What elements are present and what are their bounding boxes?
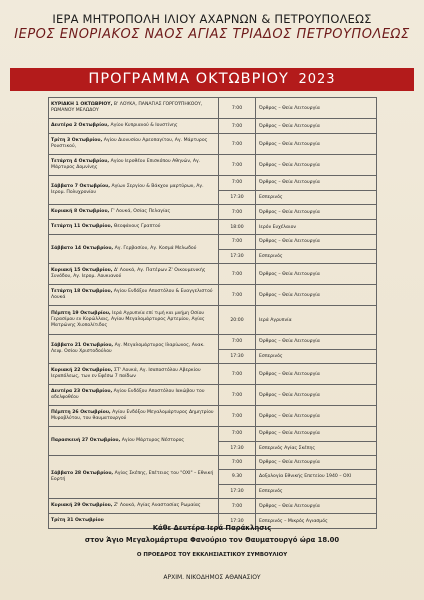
service-time: 17:30 — [219, 442, 256, 456]
service-time: 7:00 — [219, 235, 256, 249]
day-cell — [49, 285, 219, 305]
schedule-table — [48, 97, 377, 529]
day-label: Κυριακή 15 Οκτωβρίου, — [51, 268, 113, 273]
feast-description: Αγ. Μεγαλομάρτυρος Ιλαρίωνος, Ανακ. Λειψ. Οσίου Χριστοδούλου — [51, 343, 205, 354]
service-name: Όρθρος – Θεία Λειτουργία — [256, 364, 377, 384]
feast-description: Αγίου Ενδόξου Αποστόλου Ιακώβου του αδελφοθέου — [51, 389, 205, 400]
schedule-row — [49, 385, 377, 406]
service-name: Όρθρος – Θεία Λειτουργία — [256, 385, 377, 405]
service-name: Εσπερινός — [256, 485, 377, 498]
day-cell — [49, 335, 219, 363]
schedule-row — [49, 220, 377, 235]
title-banner — [10, 68, 414, 91]
day-cell — [49, 427, 219, 455]
program-title: ΠΡΟΓΡΑΜΜΑ ΟΚΤΩΒΡΙΟΥ — [88, 71, 289, 87]
schedule-row — [49, 235, 377, 264]
feast-description: Αγ. Γερβασίου, Αγ. Κοσμά Μελωδού — [113, 246, 197, 251]
day-label: Τετάρτη 11 Οκτωβρίου, — [51, 224, 113, 229]
day-label: Σάββατο 21 Οκτωβρίου, — [51, 343, 114, 348]
service-name: Όρθρος – Θεία Λειτουργία — [256, 406, 377, 426]
day-label: Κυριακή 29 Οκτωβρίου, — [51, 503, 113, 508]
day-label: Σάββατο 28 Οκτωβρίου, — [51, 471, 114, 476]
schedule-row — [49, 427, 377, 456]
day-cell — [49, 385, 219, 405]
service-time: 7:00 — [219, 285, 256, 305]
feast-description: Αγίου Ενδόξου Αποστόλου & Ευαγγελιστού Λουκά — [51, 289, 213, 300]
service-name: Εσπερινός Αγίας Σκέπης — [256, 442, 377, 456]
president-title: Ο ΠΡΟΕΔΡΟΣ ΤΟΥ ΕΚΚΛΗΣΙΑΣΤΙΚΟΥ ΣΥΜΒΟΥΛΙΟΥ — [136, 552, 288, 558]
day-label: ΚΥΡΙΑΚΗ 1 ΟΚΤΩΒΡΙΟΥ, — [51, 102, 113, 107]
day-cell — [49, 364, 219, 384]
feast-description: Αγίου Ενδόξου Μεγαλομάρτυρος Δημητρίου Μυροβλύτου, του θαυματουργού — [51, 410, 214, 421]
service-time: 7:00 — [219, 427, 256, 441]
feast-description: Ζ' Λουκά, Αγίας Αναστασίας Ρωμαίας — [112, 503, 201, 508]
service-time: 7:00 — [219, 385, 256, 405]
schedule-row — [49, 456, 377, 499]
service-time: 7:00 — [219, 406, 256, 426]
feast-description: Αγίου Μάρτυρος Νέστορος — [120, 438, 185, 443]
service-name: Όρθρος – Θεία Λειτουργία — [256, 176, 377, 190]
schedule-row — [49, 119, 377, 134]
service-name: Εσπερινός — [256, 350, 377, 364]
day-cell — [49, 134, 219, 154]
schedule-row — [49, 205, 377, 220]
day-label: Τετάρτη 4 Οκτωβρίου, — [51, 159, 110, 164]
schedule-row — [49, 98, 377, 119]
day-cell — [49, 205, 219, 219]
service-time: 7:00 — [219, 264, 256, 284]
service-name: Εσπερινός — [256, 250, 377, 264]
service-name: Ιερά Αγρυπνία — [256, 306, 377, 334]
service-time: 7:00 — [219, 134, 256, 154]
service-name: Εσπερινός – Μικρός Αγιασμός — [256, 514, 377, 528]
service-time: 7:00 — [219, 176, 256, 190]
feast-description: Θεοφάνους Γραπτού — [112, 224, 161, 229]
day-label: Δευτέρα 2 Οκτωβρίου, — [51, 123, 110, 128]
day-label: Πέμπτη 26 Οκτωβρίου, — [51, 410, 111, 415]
schedule-row — [49, 335, 377, 364]
service-time: 7:00 — [219, 364, 256, 384]
service-name: Όρθρος – Θεία Λειτουργία — [256, 235, 377, 249]
service-time: 7:00 — [219, 119, 256, 133]
service-name: Όρθρος – Θεία Λειτουργία — [256, 264, 377, 284]
service-time: 7:00 — [219, 98, 256, 118]
service-name: Όρθρος – Θεία Λειτουργία — [256, 427, 377, 441]
service-time: 7:00 — [219, 456, 256, 469]
day-cell — [49, 456, 219, 498]
program-year: 2023 — [298, 72, 336, 87]
service-time: 7:00 — [219, 335, 256, 349]
service-name: Όρθρος – Θεία Λειτουργία — [256, 335, 377, 349]
feast-description: Αγίας Σκέπης, Επέτειος του "ΟΧΙ" – Εθνική Εορτή — [51, 471, 214, 482]
service-time: 18:00 — [219, 220, 256, 234]
day-cell — [49, 119, 219, 133]
service-time: 7:00 — [219, 499, 256, 513]
service-time: 9.30 — [219, 470, 256, 483]
service-name: Ιερόν Ευχέλαιον — [256, 220, 377, 234]
day-label: Σάββατο 14 Οκτωβρίου, — [51, 246, 114, 251]
service-name: Όρθρος – Θεία Λειτουργία — [256, 98, 377, 118]
schedule-row — [49, 176, 377, 205]
feast-description: Γ' Λουκά, Οσίας Πελαγίας — [109, 209, 171, 214]
service-name: Εσπερινός — [256, 191, 377, 205]
feast-description: Ιερά Αγρυπνία επί τιμή και μνήμη Οσίου Γερασίμου εν Κορώλλαις, Αγίου Μεγαλομάρτυρος Αρτεμίου, Αγίας Ματρώνης Χιοπολίτιδος — [51, 311, 205, 328]
schedule-row — [49, 499, 377, 514]
feast-description: Δ' Λουκά, Αγ. Πατέρων Ζ' Οικουμενικής Συνόδου, Αγ. Ιερομ. Λουκιανού — [51, 268, 206, 279]
feast-description: ΣΤ' Λουκά, Αγ. Ισαποστόλου Αβερκίου Ιεραπόλεως, των εν Εφέσω 7 παίδων — [51, 368, 201, 379]
feast-description: Αγίου Διονυσίου Αρεοπαγίτου, Αγ. Μάρτυρος Ρουστικού, — [51, 138, 208, 149]
service-time: 7:00 — [219, 155, 256, 175]
day-cell — [49, 98, 219, 118]
service-time: 17:30 — [219, 350, 256, 364]
service-time: 17:30 — [219, 191, 256, 205]
service-name: Όρθρος – Θεία Λειτουργία — [256, 456, 377, 469]
day-cell — [49, 406, 219, 426]
day-label: Σάββατο 7 Οκτωβρίου, — [51, 184, 110, 189]
feast-description: Αγίων Σεργίου & Βάκχου μαρτύρων, Αγ. Ιερομ. Πολυχρονίου — [51, 184, 204, 195]
day-label: Κυριακή 22 Οκτωβρίου, — [51, 368, 113, 373]
day-cell — [49, 235, 219, 263]
day-cell — [49, 155, 219, 175]
day-cell — [49, 499, 219, 513]
schedule-row — [49, 406, 377, 427]
service-time: 17:30 — [219, 250, 256, 264]
schedule-row — [49, 134, 377, 155]
service-name: Όρθρος – Θεία Λειτουργία — [256, 119, 377, 133]
feast-description: Β' ΛΟΥΚΑ, ΠΑΝΑΓΙΑΣ ΓΟΡΓΟΫΠΗΚΟΟΥ, ΡΩΜΑΝΟΥ ΜΕΛΩΔΟΥ — [51, 102, 203, 113]
day-cell — [49, 176, 219, 204]
service-name: Όρθρος – Θεία Λειτουργία — [256, 155, 377, 175]
schedule-row — [49, 264, 377, 285]
service-name: Όρθρος – Θεία Λειτουργία — [256, 285, 377, 305]
schedule-row — [49, 285, 377, 306]
schedule-row — [49, 364, 377, 385]
day-label: Τετάρτη 18 Οκτωβρίου, — [51, 289, 113, 294]
metropolis-heading: ΙΕΡΑ ΜΗΤΡΟΠΟΛΗ ΙΛΙΟΥ ΑΧΑΡΝΩΝ & ΠΕΤΡΟΥΠΟΛΕΩΣ — [52, 12, 372, 26]
service-name: Όρθρος – Θεία Λειτουργία — [256, 205, 377, 219]
feast-description: Αγίου Ιεροθέου Επισκόπου Αθηνών, Αγ. Μάρτυρος Δομνίνης — [51, 159, 201, 170]
day-cell — [49, 220, 219, 234]
signature: ΑΡΧΙΜ. ΝΙΚΟΔΗΜΟΣ ΑΘΑΝΑΣΙΟΥ — [163, 574, 261, 581]
day-label: Τρίτη 3 Οκτωβρίου, — [51, 138, 103, 143]
schedule-row — [49, 306, 377, 335]
service-time: 17:30 — [219, 514, 256, 528]
service-time: 17:30 — [219, 485, 256, 498]
paraklesis-note: Κάθε Δευτέρα Ιερά Παράκλησις — [152, 524, 272, 532]
day-cell — [49, 306, 219, 334]
feast-description: Αγίου Κυπριανού & Ιουστίνης — [109, 123, 178, 128]
parish-heading: ΙΕΡΟΣ ΕΝΟΡΙΑΚΟΣ ΝΑΟΣ ΑΓΙΑΣ ΤΡΙΑΔΟΣ ΠΕΤΡΟΥΠΟΛΕΩΣ — [14, 27, 410, 42]
day-label: Δευτέρα 23 Οκτωβρίου, — [51, 389, 113, 394]
day-cell — [49, 264, 219, 284]
day-label: Τρίτη 31 Οκτωβρίου — [51, 518, 104, 523]
day-label: Κυριακή 8 Οκτωβρίου, — [51, 209, 110, 214]
paraklesis-detail: στον Άγιο Μεγαλομάρτυρα Φανούριο τον Θαυματουργό ώρα 18.00 — [84, 536, 340, 544]
day-label: Παρασκευή 27 Οκτωβρίου, — [51, 438, 121, 443]
schedule-row — [49, 155, 377, 176]
service-name: Όρθρος – Θεία Λειτουργία — [256, 134, 377, 154]
service-name: Δοξολογία Εθνικής Επετείου 1940 – ΟΧΙ — [256, 470, 377, 483]
service-name: Όρθρος – Θεία Λειτουργία — [256, 499, 377, 513]
day-label: Πέμπτη 19 Οκτωβρίου, — [51, 311, 111, 316]
service-time: 7:00 — [219, 205, 256, 219]
service-time: 20:00 — [219, 306, 256, 334]
